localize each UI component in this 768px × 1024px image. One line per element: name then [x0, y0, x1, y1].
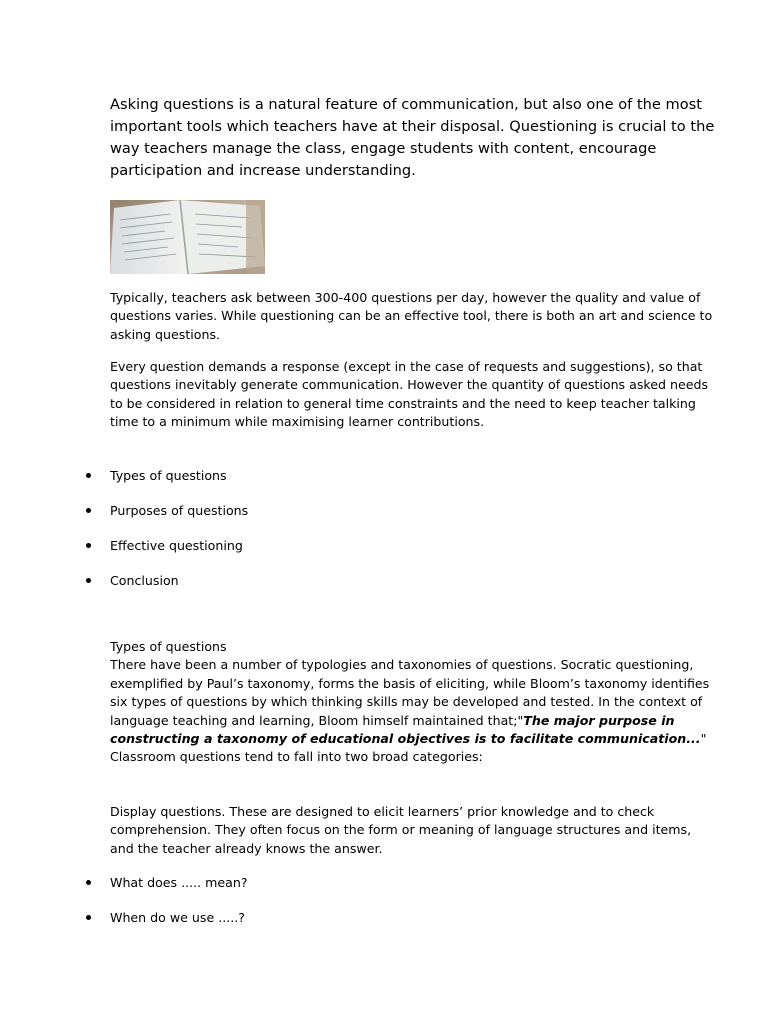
types-of-questions-section [110, 638, 715, 767]
list-item [0, 909, 768, 929]
list-item [0, 537, 768, 557]
bullet-icon [86, 508, 91, 513]
bloom-quote: The major purpose in constructing a taxonomy of educational objectives is to facilitate communication... [110, 712, 701, 747]
bullet-icon [86, 543, 91, 548]
list-item-label: Purposes of questions [110, 503, 249, 518]
list-item-label: Effective questioning [110, 538, 243, 553]
paragraph-question-response: Every question demands a response (except in the case of requests and suggestions), so that questions inevitably generate communication. However the quantity of questions asked needs to be considered in relation to general time constraints and the need to keep teacher talking time to a minimum while maximising learner contributions. [110, 359, 709, 430]
list-item-label: When do we use .....? [110, 910, 245, 925]
list-item [0, 467, 768, 487]
section-heading: Types of questions [110, 639, 227, 654]
bullet-icon [86, 578, 91, 583]
section-body-end: " Classroom questions tend to fall into two broad categories: [110, 731, 707, 765]
list-item-label: Conclusion [110, 573, 179, 588]
list-item-label: What does ..... mean? [110, 875, 248, 890]
bullet-icon [86, 473, 91, 478]
paragraph-typical-questions: Typically, teachers ask between 300-400 questions per day, however the quality and value of questions varies. While questioning can be an effective tool, there is both an art and science to asking questions. [110, 290, 713, 342]
list-item [0, 874, 768, 894]
paragraph-display-questions: Display questions. These are designed to elicit learners’ prior knowledge and to check comprehension. They often focus on the form or meaning of language structures and items, and the teacher already knows the answer. [110, 804, 692, 856]
section-body-start: There have been a number of typologies and taxonomies of questions. Socratic questioning, exemplified by Paul’s taxonomy, forms the basis of eliciting, while Bloom’s taxonomy identifies six types of questions by which thinking skills may be developed and tested. In the context of language teaching and learning, Bloom himself maintained that;" [110, 657, 710, 728]
notebook-photo [110, 200, 265, 274]
list-item [0, 572, 768, 592]
bullet-icon [86, 915, 91, 920]
bullet-icon [86, 880, 91, 885]
list-item-label: Types of questions [110, 468, 227, 483]
list-item [0, 502, 768, 522]
intro-paragraph: Asking questions is a natural feature of communication, but also one of the most important tools which teachers have at their disposal. Questioning is crucial to the way teachers manage the class, engage students with content, encourage participation and increase understanding. [110, 96, 715, 179]
